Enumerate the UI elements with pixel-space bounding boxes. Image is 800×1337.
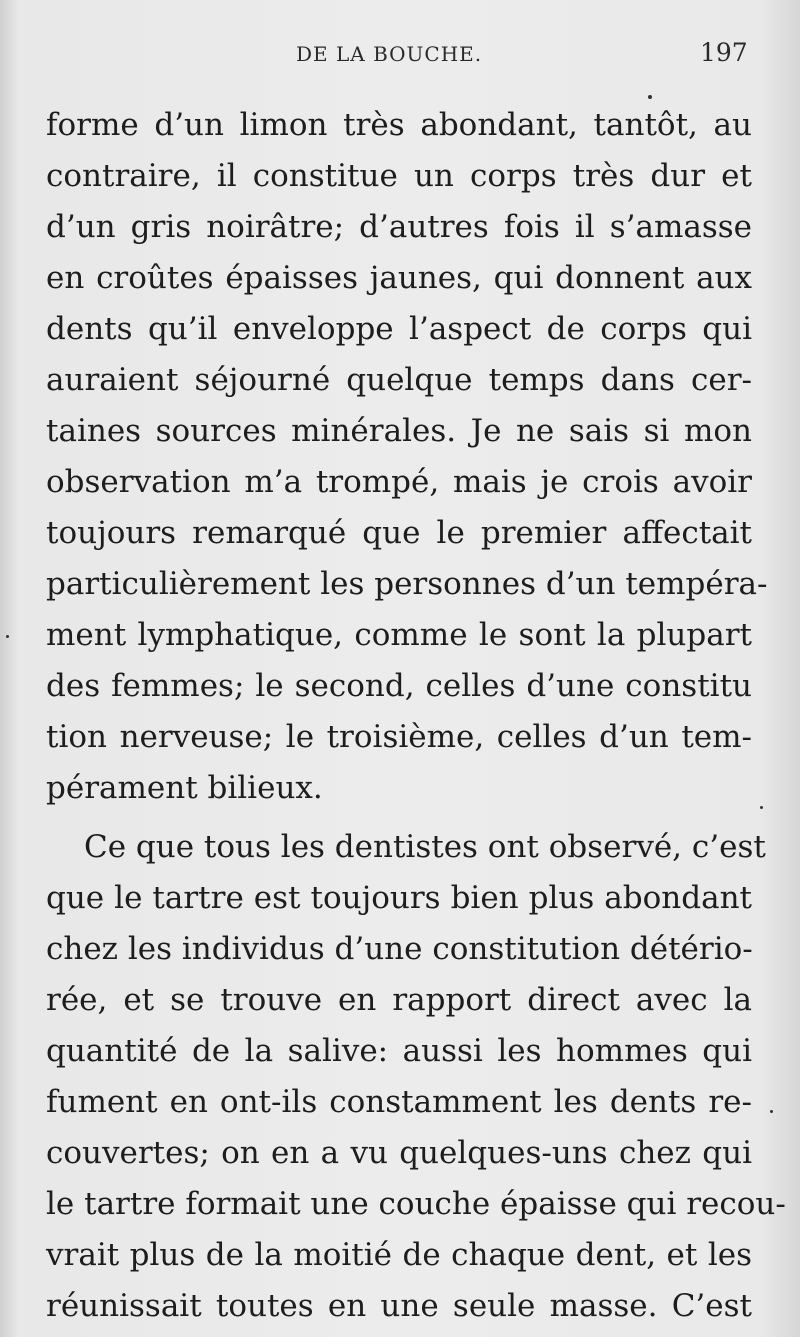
text-line: contraire, il constitue un corps très dur et: [46, 158, 752, 194]
print-speck: [760, 806, 763, 809]
text-line: en croûtes épaisses jaunes, qui donnent aux: [46, 260, 752, 296]
text-line: couvertes; on en a vu quelques-uns chez qui: [46, 1135, 752, 1171]
text-line: des femmes; le second, celles d’une constitu: [46, 668, 752, 704]
text-line: réunissait toutes en une seule masse. C’est: [46, 1288, 752, 1324]
text-line: auraient séjourné quelque temps dans cer-: [46, 362, 752, 398]
running-title: DE LA BOUCHE.: [296, 42, 483, 66]
text-line: fument en ont-ils constamment les dents re-: [46, 1084, 752, 1120]
paragraph: [46, 825, 786, 1335]
print-speck: [6, 635, 9, 638]
text-line: forme d’un limon très abondant, tantôt, au: [46, 107, 752, 143]
body-text: [46, 103, 786, 1335]
text-line: ment lymphatique, comme le sont la plupart: [46, 617, 752, 653]
page-header: [0, 34, 800, 74]
text-line: d’un gris noirâtre; d’autres fois il s’amasse: [46, 209, 752, 245]
text-line: le tartre formait une couche épaisse qui recou-: [46, 1186, 786, 1222]
text-line: vrait plus de la moitié de chaque dent, et les: [46, 1237, 752, 1273]
paragraph-gap: [46, 817, 752, 825]
text-line: que le tartre est toujours bien plus abondant: [46, 880, 752, 916]
text-line: particulièrement les personnes d’un tempéra-: [46, 566, 768, 602]
text-line: taines sources minérales. Je ne sais si mon: [46, 413, 752, 449]
text-line: tion nerveuse; le troisième, celles d’un tem-: [46, 719, 752, 755]
print-speck: [648, 95, 652, 99]
text-line: Ce que tous les dentistes ont observé, c’est: [84, 829, 766, 865]
page-number: 197: [700, 38, 748, 67]
text-line: dents qu’il enveloppe l’aspect de corps qui: [46, 311, 752, 347]
text-line: quantité de la salive: aussi les hommes qui: [46, 1033, 752, 1069]
text-line: rée, et se trouve en rapport direct avec la: [46, 982, 752, 1018]
paragraph: [46, 103, 768, 817]
print-speck: [770, 1110, 773, 1113]
text-line: chez les individus d’une constitution détério-: [46, 931, 753, 967]
text-line: pérament bilieux.: [46, 770, 323, 806]
text-line: toujours remarqué que le premier affectait: [46, 515, 752, 551]
text-line: observation m’a trompé, mais je crois avoir: [46, 464, 752, 500]
